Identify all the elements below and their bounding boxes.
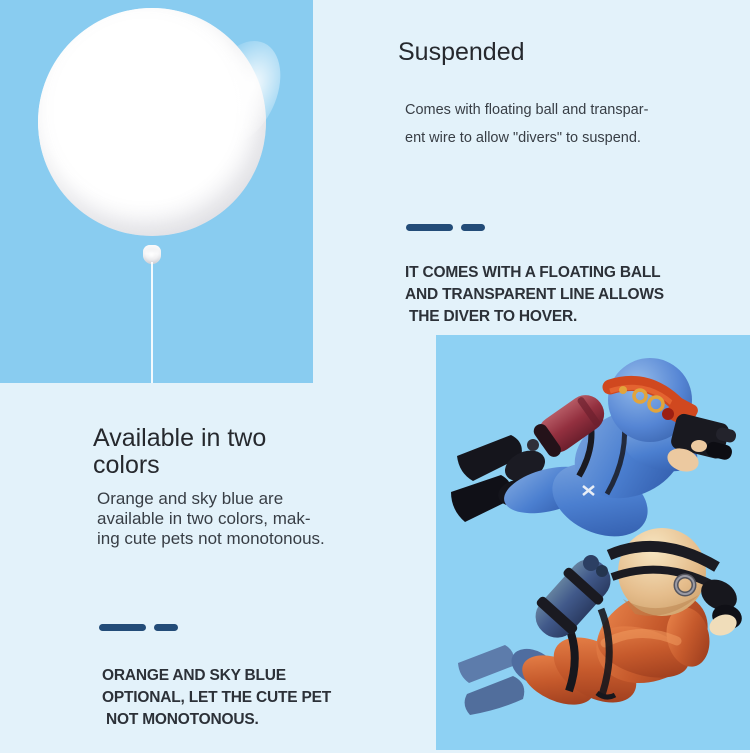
- floating-ball-image: [38, 8, 266, 236]
- caps-note-line: ORANGE AND SKY BLUE: [102, 667, 286, 684]
- suspended-description-line: Comes with floating ball and transpar-: [405, 102, 649, 118]
- orange-diver-fin-icon: [465, 676, 525, 715]
- blue-diver-figurine-image: [437, 342, 737, 552]
- suspended-caps-note: [405, 262, 664, 328]
- two-colors-title-line: colors: [93, 451, 160, 479]
- two-colors-description: [97, 489, 325, 549]
- caps-note-line: IT COMES WITH A FLOATING BALL: [405, 264, 661, 281]
- dash-icon: [406, 224, 453, 231]
- section-divider-dashes: [406, 224, 485, 231]
- caps-note-line: AND TRANSPARENT LINE ALLOWS: [405, 286, 664, 303]
- section-divider-dashes: [99, 624, 178, 631]
- orange-diver-figurine-image: [455, 525, 750, 753]
- two-colors-caps-note: [102, 665, 331, 731]
- two-colors-description-line: available in two colors, mak-: [97, 509, 311, 528]
- dash-icon: [99, 624, 146, 631]
- transparent-string: [151, 262, 153, 383]
- caps-note-line: OPTIONAL, LET THE CUTE PET: [102, 689, 332, 706]
- two-colors-title: [93, 425, 266, 479]
- orange-diver-fin-icon: [458, 645, 514, 683]
- dash-icon: [461, 224, 485, 231]
- suspended-title: Suspended: [398, 38, 525, 66]
- divers-panel: [436, 335, 750, 750]
- two-colors-title-line: Available in two: [93, 424, 267, 452]
- caps-note-line: NOT MONOTONOUS.: [106, 711, 259, 728]
- caps-note-line: THE DIVER TO HOVER.: [409, 308, 578, 325]
- two-colors-description-line: ing cute pets not monotonous.: [97, 529, 325, 548]
- two-colors-description-line: Orange and sky blue are: [97, 489, 284, 508]
- balloon-highlight: [186, 28, 296, 157]
- suspended-description: [405, 96, 648, 152]
- dash-icon: [154, 624, 178, 631]
- suspended-description-line: ent wire to allow "divers" to suspend.: [405, 130, 641, 146]
- balloon-panel: [0, 0, 313, 383]
